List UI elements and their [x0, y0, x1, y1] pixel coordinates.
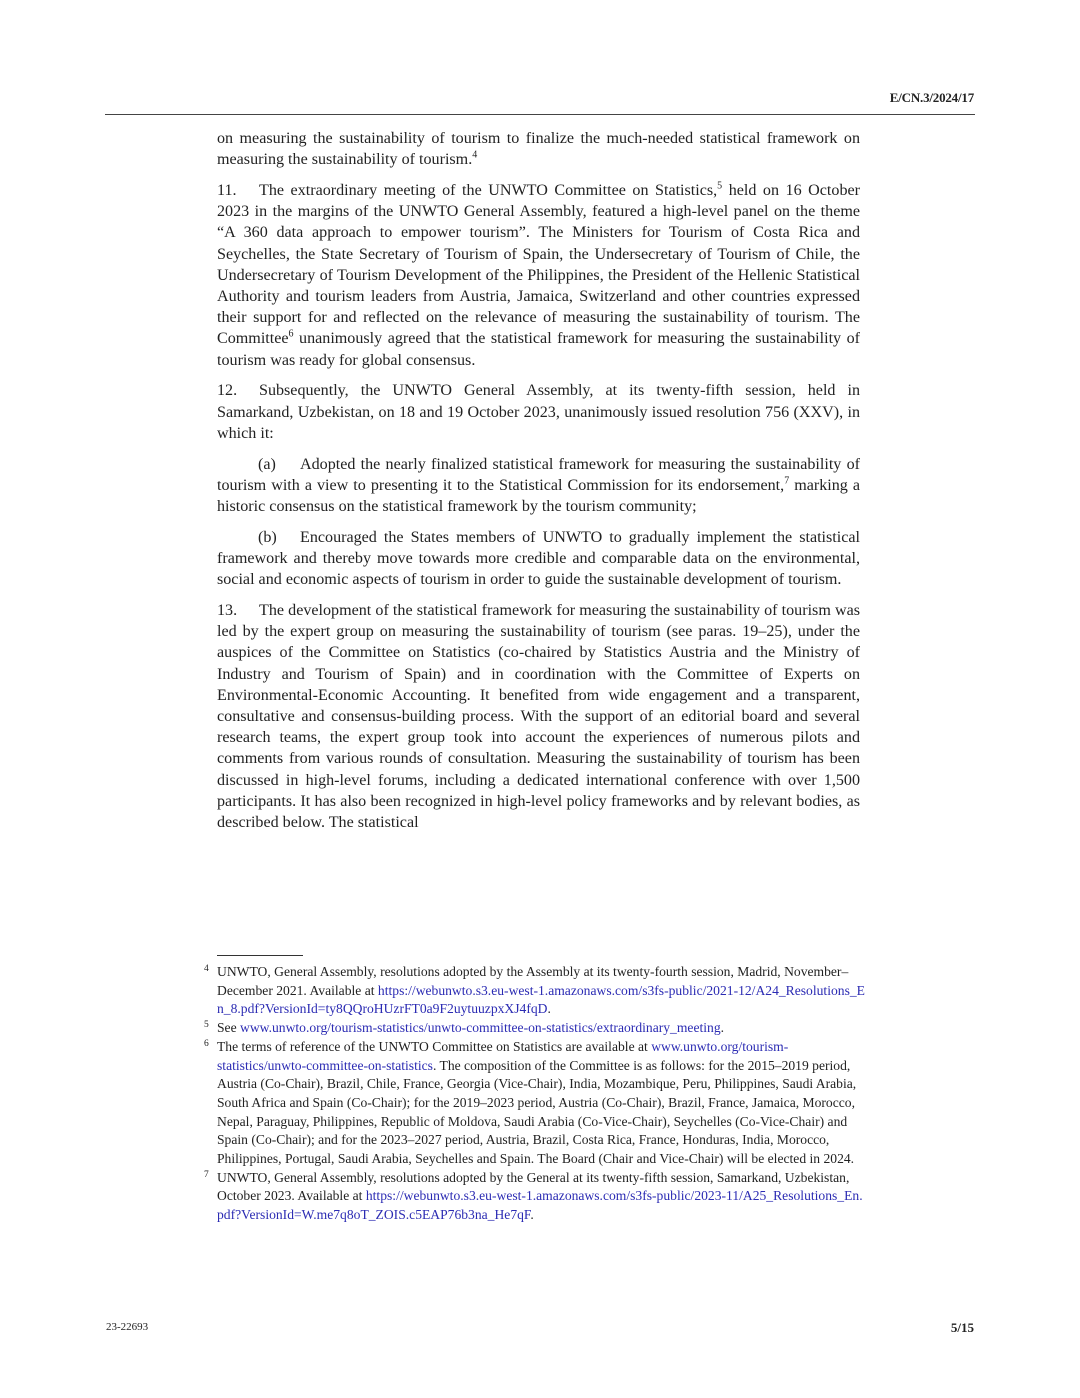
- subparagraph-b: (b) Encouraged the States members of UNWTO to gradually implement the statistical framework and thereby move towards more credible and comparable data on the environmental, social and economic aspects of tourism in order to guide the sustainable development of tourism.: [217, 528, 860, 589]
- document-symbol: E/CN.3/2024/17: [889, 90, 974, 105]
- subparagraph-label: (b): [258, 528, 277, 546]
- job-number: 23-22693: [106, 1321, 149, 1333]
- paragraph-number: 11.: [217, 182, 237, 199]
- paragraph-12: 12. Subsequently, the UNWTO General Assembly, at its twenty-fifth session, held in Samarkand, Uzbekistan, on 18 and 19 October 2023, unanimously issued resolution 756 (XXV), in which it:: [217, 382, 860, 442]
- footnote-ref[interactable]: 4: [472, 149, 478, 161]
- paragraph-number: 12.: [217, 382, 238, 400]
- subparagraph-label: (a): [258, 455, 276, 473]
- page-number: 5/15: [950, 1320, 974, 1335]
- paragraph-13: 13. The development of the statistical framework for measuring the sustainability of tourism was led by the expert group on measuring the sustainability of tourism (see paras. 19–25), under the auspices of the Committee on Statistics (co-chaired by Statistics Austria and the Ministry of Industry and Tourism of Spain) and in coordination with the Committee of Experts on Environmental-Economic Accounting. It benefited from wide engagement and a transparent, consultative and consensus-building process. With the support of an editorial board and several research teams, the expert group took into account the experiences of numerous pilots and comments from various rounds of consultation. Measuring the sustainability of tourism has been discussed in high-level forums, including a dedicated international conference with over 1,500 participants. It has also been recognized in high-level policy frameworks and by relevant bodies, as described below. The statistical: [217, 602, 860, 832]
- footnote-ref[interactable]: 7: [784, 475, 790, 487]
- footnote-ref[interactable]: 5: [717, 180, 723, 192]
- footnote-5: 5 See www.unwto.org/tourism-statistics/unwto-committee-on-statistics/extraordinary_meeting.: [204, 1020, 725, 1036]
- subparagraph-a: (a) Adopted the nearly finalized statistical framework for measuring the sustainability of tourism with a view to presenting it to the Statistical Commission for its endorsement,$^7$ marking a historic consensus on the statistical framework by the tourism community;: [217, 455, 860, 516]
- footnote-link[interactable]: https://webunwto.s3.eu-west-1.amazonaws.com/s3fs-public/2021-12/A24_Resolutions_En_8.pdf?VersionId=ty8QQroHUzrFT0a9F2uytuuzpxXJ4fqD: [217, 982, 865, 1017]
- footnote-link[interactable]: www.unwto.org/tourism-statistics/unwto-committee-on-statistics/extraordinary_meeting: [240, 1020, 721, 1036]
- footnote-ref[interactable]: 6: [288, 329, 294, 341]
- footnote-7: 7 UNWTO, General Assembly, resolutions adopted by the General at its twenty-fifth session, Samarkand, Uzbekistan, October 2023. Available at https://webunwto.s3.eu-west-1.amazonaws.com/s3fs-public/2023-11/A25_Resolutions_En.pdf?VersionId=W.me7q8oT_ZOIS.c5EAP76b3na_He7qF.: [204, 1169, 863, 1223]
- footnotes: [204, 963, 867, 1225]
- footnote-link[interactable]: https://webunwto.s3.eu-west-1.amazonaws.com/s3fs-public/2023-11/A25_Resolutions_En.pdf?VersionId=W.me7q8oT_ZOIS.c5EAP76b3na_He7qF: [217, 1188, 863, 1223]
- continuation-paragraph: on measuring the sustainability of tourism to finalize the much-needed statistical framework on measuring the sustainability of tourism.$^4$: [217, 130, 860, 169]
- body-text: [217, 128, 860, 843]
- footnote-6: 6 The terms of reference of the UNWTO Committee on Statistics are available at www.unwto.org/tourism-statistics/unwto-committee-on-statistics. The composition of the Committee is as follows: for the 2015–2019 period, Austria (Co-Chair), Brazil, Chile, France, Georgia (Vice-Chair), India, Mozambique, Peru, Philippines, Saudi Arabia, South Africa and Spain (Co-Chair); for the 2019–2023 period, Austria (Co-Chair), Brazil, France, Jamaica, Morocco, Nepal, Paraguay, Philippines, Republic of Moldova, Saudi Arabia (Co-Vice-Chair), Seychelles (Co-Vice-Chair) and Spain (Co-Chair); and for the 2023–2027 period, Austria, Brazil, Costa Rica, France, Honduras, India, Morocco, Philippines, Portugal, Saudi Arabia, Seychelles and Spain. The Board (Chair and Vice-Chair) will be elected in 2024.: [204, 1038, 857, 1167]
- footnote-link[interactable]: www.unwto.org/tourism-statistics/unwto-committee-on-statistics: [217, 1038, 789, 1073]
- header-rule: [105, 114, 975, 115]
- paragraph-11: 11. The extraordinary meeting of the UNWTO Committee on Statistics,$^5$ held on 16 October 2023 in the margins of the UNWTO General Assembly, featured a high-level panel on the theme “A 360 data approach to empower tourism”. The Ministers for Tourism of Costa Rica and Seychelles, the State Secretary of Tourism of Spain, the Undersecretary of Tourism of Chile, the Undersecretary of Tourism Development of the Philippines, the President of the Hellenic Statistical Authority and tourism leaders from Austria, Jamaica, Switzerland and other countries expressed their support for and reflected on the relevance of measuring the sustainability of tourism. The Committee$^6$ unanimously agreed that the statistical framework for measuring the sustainability of tourism was ready for global consensus.: [217, 180, 860, 369]
- paragraph-number: 13.: [217, 602, 238, 620]
- footnote-4: 4 UNWTO, General Assembly, resolutions adopted by the Assembly at its twenty-fourth session, Madrid, November–December 2021. Available at https://webunwto.s3.eu-west-1.amazonaws.com/s3fs-public/2021-12/A24_Resolutions_En_8.pdf?VersionId=ty8QQroHUzrFT0a9F2uytuuzpxXJ4fqD.: [204, 964, 865, 1017]
- footnote-separator: [217, 955, 303, 956]
